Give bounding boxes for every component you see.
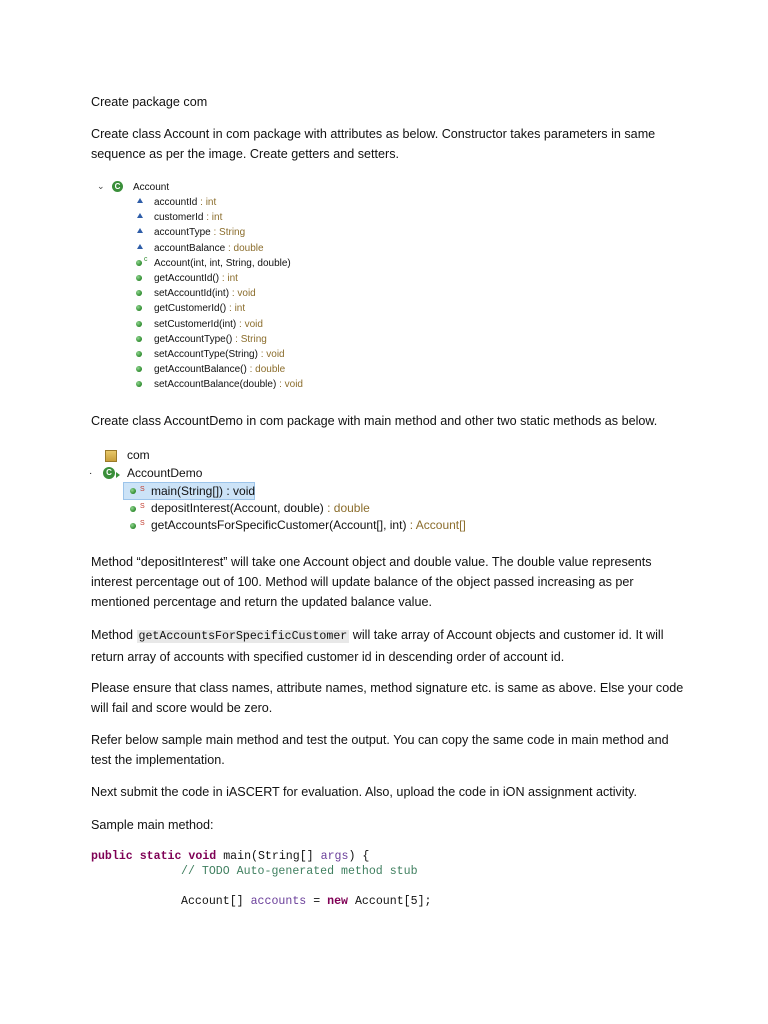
field-name: accountBalance [154,242,226,254]
method-type: : double [246,364,286,376]
inline-code-method-name: getAccountsForSpecificCustomer [138,630,348,643]
public-method-icon [136,260,142,266]
package-name: com [127,448,150,462]
method-name: getAccountBalance() [154,364,247,376]
code-variable: accounts [250,895,307,908]
method-type: : String [232,333,267,345]
field-type: : String [210,227,246,239]
instruction-package: Create package com [91,95,208,109]
method-name: getAccountType() [154,333,233,345]
code-line-main [91,849,369,864]
method-type: : void [229,288,256,300]
public-method-icon [130,523,136,529]
method-type: : int [219,273,238,284]
code-text: main(String[] [216,850,321,863]
constructor-marker: c [144,255,148,263]
public-method-icon [130,488,136,494]
public-method-icon [136,366,142,372]
code-text: = [306,895,328,908]
code-keyword: new [327,895,348,908]
instruction-refer-sample: Refer below sample main method and test the output. You can copy the same code in main method and test the implementation. [91,733,669,767]
field-type: : int [197,197,217,208]
method-name: setCustomerId(int) [154,318,237,330]
bullet-icon: · [89,467,93,479]
code-variable: args [320,850,349,863]
run-icon [116,472,120,478]
public-method-icon [136,321,142,327]
instruction-submit: Next submit the code in iASCERT for evaluation. Also, upload the code in iON assignment activity. [91,785,638,799]
static-marker: S [140,520,145,527]
public-method-icon [136,351,142,357]
text-suffix: will take array of Account objects and customer id. It will return array of accounts with specified customer id in descending order of account id. [91,628,664,664]
code-text: Account[] [181,895,251,908]
public-method-icon [136,305,142,311]
public-method-icon [136,290,142,296]
chevron-down-icon[interactable]: ⌄ [97,181,105,191]
method-name: setAccountType(String) [154,349,258,360]
method-type: : double [323,500,370,515]
method-name: getAccountsForSpecificCustomer(Account[], int) [151,518,407,532]
code-text: Account[5]; [348,895,432,908]
package-icon [105,450,117,462]
method-type: : void [276,379,303,391]
field-name: customerId [154,212,204,224]
code-keywords: public static void [91,850,217,863]
static-marker: S [140,486,145,493]
code-line-accounts [181,894,432,909]
method-name: main(String[]) [151,484,224,498]
class-icon: C [112,181,123,192]
protected-field-icon [137,228,143,233]
static-marker: S [140,502,145,510]
public-method-icon [136,381,142,387]
public-method-icon [136,336,142,342]
instruction-ensure-names: Please ensure that class names, attribute names, method signature etc. is same as above. Else your code will fail and score would be zero. [91,681,684,715]
account-class-name[interactable]: Account [133,182,170,193]
accountdemo-outline-tree [88,446,508,538]
text-prefix: Method [91,628,137,642]
public-method-icon [136,275,142,281]
field-name: accountId [154,197,198,208]
method-name: Account(int, int, String, double) [154,257,291,269]
field-type: : double [225,242,264,254]
method-name: setAccountBalance(double) [154,379,277,391]
class-icon: C [103,467,115,479]
account-outline-tree [95,180,395,395]
instruction-deposit-interest: Method “depositInterest” will take one Account object and double value. The double value represents interest percentage out of 100. Method will update balance of the object passed increasing as per mentioned percentage and return the updated balance value. [91,555,652,609]
sample-main-heading: Sample main method: [91,818,214,832]
method-type: : void [257,349,285,360]
protected-field-icon [137,198,143,203]
code-line-comment [181,864,418,879]
method-name: depositInterest(Account, double) [151,500,324,515]
method-name: getCustomerId() [154,303,227,315]
protected-field-icon [137,244,143,249]
protected-field-icon [137,213,143,218]
accountdemo-class-name: AccountDemo [127,465,203,480]
public-method-icon [130,506,136,512]
method-name: getAccountId() [154,273,220,284]
method-name: setAccountId(int) [154,288,230,300]
method-type: : void [223,484,256,498]
code-comment: // TODO Auto-generated method stub [181,865,418,878]
method-type: : void [236,318,263,330]
code-text: ) { [348,850,370,863]
instruction-account-class: Create class Account in com package with attributes as below. Constructor takes parameters in same sequence as per the image. Create getters and setters. [91,127,656,161]
instruction-get-accounts [91,625,691,667]
field-name: accountType [154,227,211,239]
field-type: : int [203,212,223,224]
method-type: : Account[] [406,518,466,532]
instruction-accountdemo-class: Create class AccountDemo in com package with main method and other two static methods as below. [91,414,658,428]
method-type: : int [226,303,246,315]
